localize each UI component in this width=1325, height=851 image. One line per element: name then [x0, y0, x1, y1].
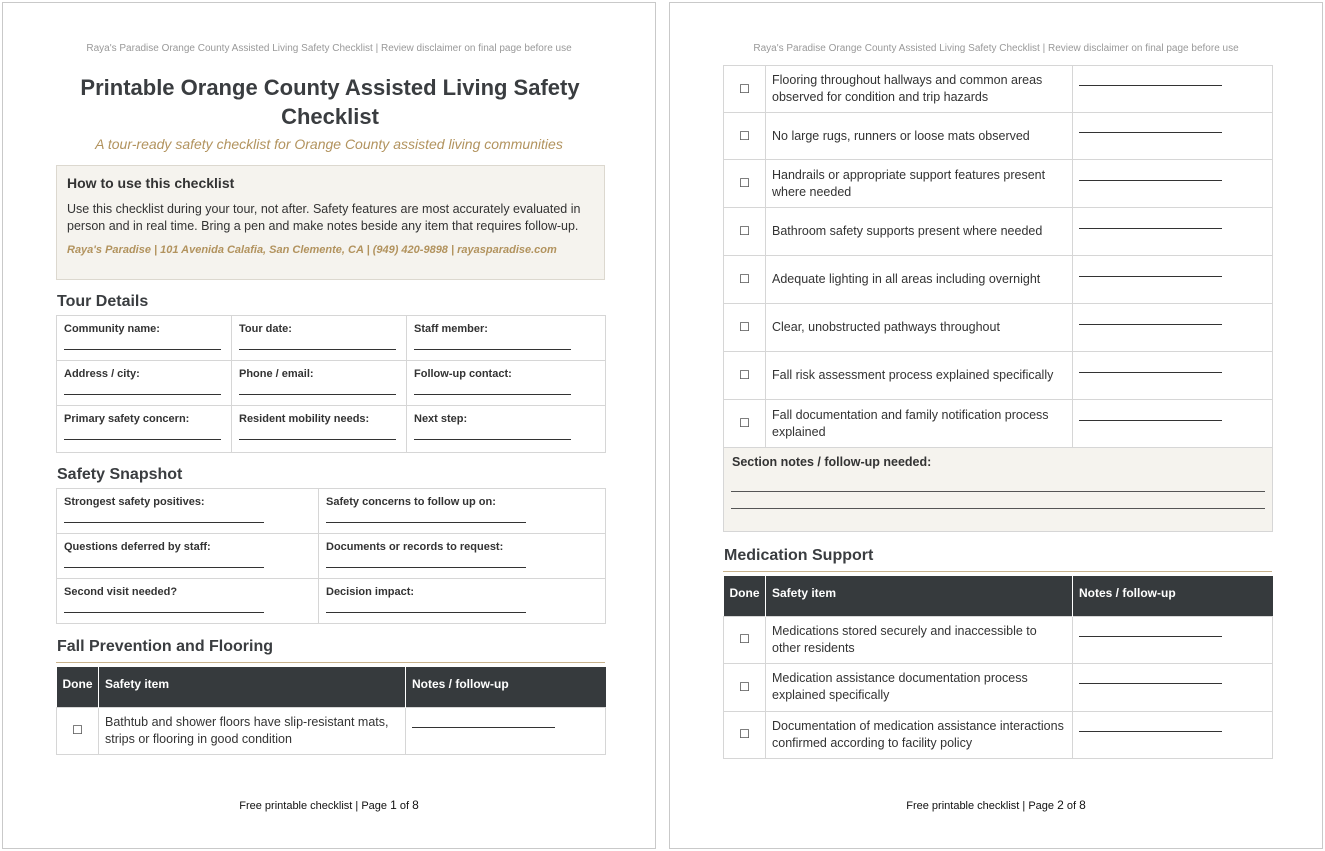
page-total: 8 — [1079, 798, 1086, 812]
checkbox[interactable]: ☐ — [724, 208, 766, 256]
page-footer: Free printable checklist | Page 1 of 8 — [239, 798, 419, 812]
checkbox[interactable]: ☐ — [724, 304, 766, 352]
field-phone-email[interactable]: Phone / email: — [232, 361, 407, 406]
safety-item-text: Adequate lighting in all areas including overnight — [766, 256, 1073, 304]
running-header: Raya's Paradise Orange County Assisted Living Safety Checklist | Review disclaimer on final page before use — [753, 43, 1239, 54]
column-header-safety-item: Safety item — [99, 667, 406, 707]
table-row — [724, 400, 1273, 448]
table-row — [724, 66, 1273, 113]
notes-field[interactable] — [1073, 711, 1273, 758]
field-second-visit-needed[interactable]: Second visit needed? — [57, 579, 319, 624]
table-row — [724, 160, 1273, 208]
document-page-2 — [669, 2, 1323, 849]
safety-item-text: Bathtub and shower floors have slip-resistant mats, strips or flooring in good condition — [99, 707, 406, 754]
table-row — [724, 663, 1273, 711]
safety-item-text: Medication assistance documentation process explained specifically — [766, 663, 1073, 711]
field-strongest-safety-positives[interactable]: Strongest safety positives: — [57, 489, 319, 534]
safety-item-text: Clear, unobstructed pathways throughout — [766, 304, 1073, 352]
fall-prevention-table-continued — [723, 65, 1273, 532]
column-header-notes: Notes / follow-up — [1073, 576, 1273, 616]
field-next-step[interactable]: Next step: — [407, 406, 606, 453]
field-resident-mobility-needs[interactable]: Resident mobility needs: — [232, 406, 407, 453]
field-address-city[interactable]: Address / city: — [57, 361, 232, 406]
section-rule — [56, 662, 605, 663]
section-title-fall-prevention: Fall Prevention and Flooring — [57, 638, 274, 655]
notes-field[interactable] — [1073, 113, 1273, 160]
checkbox[interactable]: ☐ — [724, 663, 766, 711]
checkbox[interactable]: ☐ — [724, 160, 766, 208]
section-notes-field[interactable] — [724, 448, 1273, 532]
document-page-1 — [2, 2, 656, 849]
medication-support-table — [723, 576, 1273, 759]
notes-field[interactable] — [1073, 400, 1273, 448]
field-follow-up-contact[interactable]: Follow-up contact: — [407, 361, 606, 406]
page-footer: Free printable checklist | Page 2 of 8 — [906, 798, 1086, 812]
table-row — [724, 208, 1273, 256]
field-community-name[interactable]: Community name: — [57, 316, 232, 361]
table-row — [724, 352, 1273, 400]
checkbox[interactable]: ☐ — [724, 352, 766, 400]
safety-item-text: Handrails or appropriate support features present where needed — [766, 160, 1073, 208]
section-title-safety-snapshot: Safety Snapshot — [57, 466, 183, 483]
notes-field[interactable] — [1073, 304, 1273, 352]
notes-field[interactable] — [406, 707, 606, 754]
table-row — [724, 256, 1273, 304]
checkbox[interactable]: ☐ — [724, 400, 766, 448]
checkbox[interactable]: ☐ — [724, 616, 766, 663]
safety-item-text: Bathroom safety supports present where needed — [766, 208, 1073, 256]
safety-snapshot-table — [56, 488, 606, 624]
table-row — [724, 304, 1273, 352]
notes-line — [412, 727, 555, 728]
fall-prevention-table — [56, 667, 606, 755]
column-header-safety-item: Safety item — [766, 576, 1073, 616]
column-header-done: Done — [724, 576, 766, 616]
contact-line: Raya's Paradise | 101 Avenida Calafia, San Clemente, CA | (949) 420-9898 | rayasparadise.com — [67, 244, 557, 256]
running-header: Raya's Paradise Orange County Assisted Living Safety Checklist | Review disclaimer on final page before use — [86, 43, 572, 54]
checkbox[interactable]: ☐ — [724, 711, 766, 758]
tour-details-table — [56, 315, 606, 453]
table-row — [724, 616, 1273, 663]
page-number: 1 — [390, 798, 397, 812]
safety-item-text: Medications stored securely and inaccessible to other residents — [766, 616, 1073, 663]
column-header-notes: Notes / follow-up — [406, 667, 606, 707]
safety-item-text: Fall risk assessment process explained specifically — [766, 352, 1073, 400]
column-header-done: Done — [57, 667, 99, 707]
field-documents-to-request[interactable]: Documents or records to request: — [319, 534, 606, 579]
safety-item-text: Flooring throughout hallways and common areas observed for condition and trip hazards — [766, 66, 1073, 113]
notes-field[interactable] — [1073, 160, 1273, 208]
table-row — [57, 707, 606, 754]
checkbox[interactable]: ☐ — [724, 66, 766, 113]
section-rule — [723, 571, 1272, 572]
section-notes-label: Section notes / follow-up needed: — [732, 455, 932, 469]
section-title-medication-support: Medication Support — [724, 547, 874, 564]
how-to-body: Use this checklist during your tour, not after. Safety features are most accurately evaluated in person and in real time. Bring a pen and make notes beside any item that requires follow-up. — [67, 202, 581, 233]
safety-item-text: Documentation of medication assistance interactions confirmed according to facility policy — [766, 711, 1073, 758]
section-title-tour-details: Tour Details — [57, 293, 149, 310]
notes-field[interactable] — [1073, 352, 1273, 400]
field-decision-impact[interactable]: Decision impact: — [319, 579, 606, 624]
field-safety-concerns[interactable]: Safety concerns to follow up on: — [319, 489, 606, 534]
notes-field[interactable] — [1073, 663, 1273, 711]
section-notes-row — [724, 448, 1273, 532]
notes-field[interactable] — [1073, 616, 1273, 663]
field-tour-date[interactable]: Tour date: — [232, 316, 407, 361]
notes-line — [731, 508, 1265, 509]
checkbox[interactable]: ☐ — [724, 113, 766, 160]
how-to-heading: How to use this checklist — [67, 175, 235, 191]
page-number: 2 — [1057, 798, 1064, 812]
page-total: 8 — [412, 798, 419, 812]
checkbox[interactable]: ☐ — [724, 256, 766, 304]
notes-field[interactable] — [1073, 208, 1273, 256]
field-questions-deferred[interactable]: Questions deferred by staff: — [57, 534, 319, 579]
how-to-panel — [56, 165, 605, 280]
document-subtitle: A tour-ready safety checklist for Orange County assisted living communities — [95, 136, 563, 152]
field-primary-safety-concern[interactable]: Primary safety concern: — [57, 406, 232, 453]
safety-item-text: No large rugs, runners or loose mats observed — [766, 113, 1073, 160]
safety-item-text: Fall documentation and family notification process explained — [766, 400, 1073, 448]
document-title: Printable Orange County Assisted Living Safety Checklist — [80, 75, 580, 129]
table-row — [724, 711, 1273, 758]
notes-field[interactable] — [1073, 256, 1273, 304]
checkbox[interactable]: ☐ — [57, 707, 99, 754]
notes-field[interactable] — [1073, 66, 1273, 113]
notes-line — [731, 491, 1265, 492]
table-row — [724, 113, 1273, 160]
field-staff-member[interactable]: Staff member: — [407, 316, 606, 361]
